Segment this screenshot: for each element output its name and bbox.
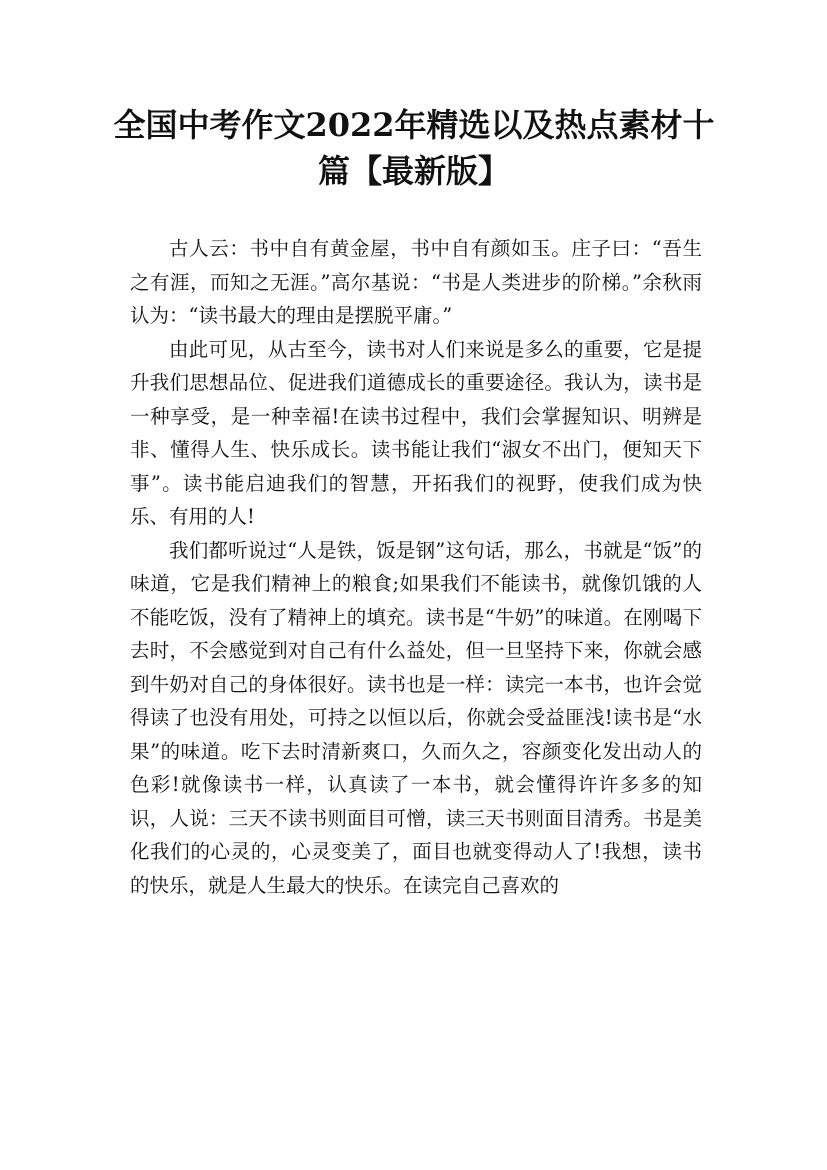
title-line-2: 篇【最新版】 — [317, 152, 510, 190]
paragraph-1: 古人云：书中自有黄金屋，书中自有颜如玉。庄子曰：“吾生之有涯，而知之无涯。”高尔基说：“书是人类进步的阶梯。”余秋雨认为：“读书最大的理由是摆脱平庸。” — [130, 237, 702, 327]
document-body — [130, 232, 702, 902]
paragraph-2: 由此可见，从古至今，读书对人们来说是多么的重要，它是提升我们思想品位、促进我们道德成长的重要途径。我认为，读书是一种享受，是一种幸福!在读书过程中，我们会掌握知识、明辨是非、懂得人生、快乐成长。读书能让我们“淑女不出门，便知天下事”。读书能启迪我们的智慧，开拓我们的视野，使我们成为快乐、有用的人! — [130, 337, 702, 528]
document-title — [110, 102, 718, 194]
paragraph-3: 我们都听说过“人是铁，饭是钢”这句话，那么，书就是“饭”的味道，它是我们精神上的粮食;如果我们不能读书，就像饥饿的人不能吃饭，没有了精神上的填充。读书是“牛奶”的味道。在刚喝下去时，不会感觉到对自己有什么益处，但一旦坚持下来，你就会感到牛奶对自己的身体很好。读书也是一样：读完一本书，也许会觉得读了也没有用处，可持之以恒以后，你就会受益匪浅!读书是“水果”的味道。吃下去时清新爽口，久而久之，容颜变化发出动人的色彩!就像读书一样，认真读了一本书，就会懂得许许多多的知识，人说：三天不读书则面目可憎，读三天书则面目清秀。书是美化我们的心灵的，心灵变美了，面目也就变得动人了!我想，读书的快乐，就是人生最大的快乐。在读完自己喜欢的 — [130, 538, 702, 897]
title-line-1: 全国中考作文2022年精选以及热点素材十 — [113, 106, 715, 144]
